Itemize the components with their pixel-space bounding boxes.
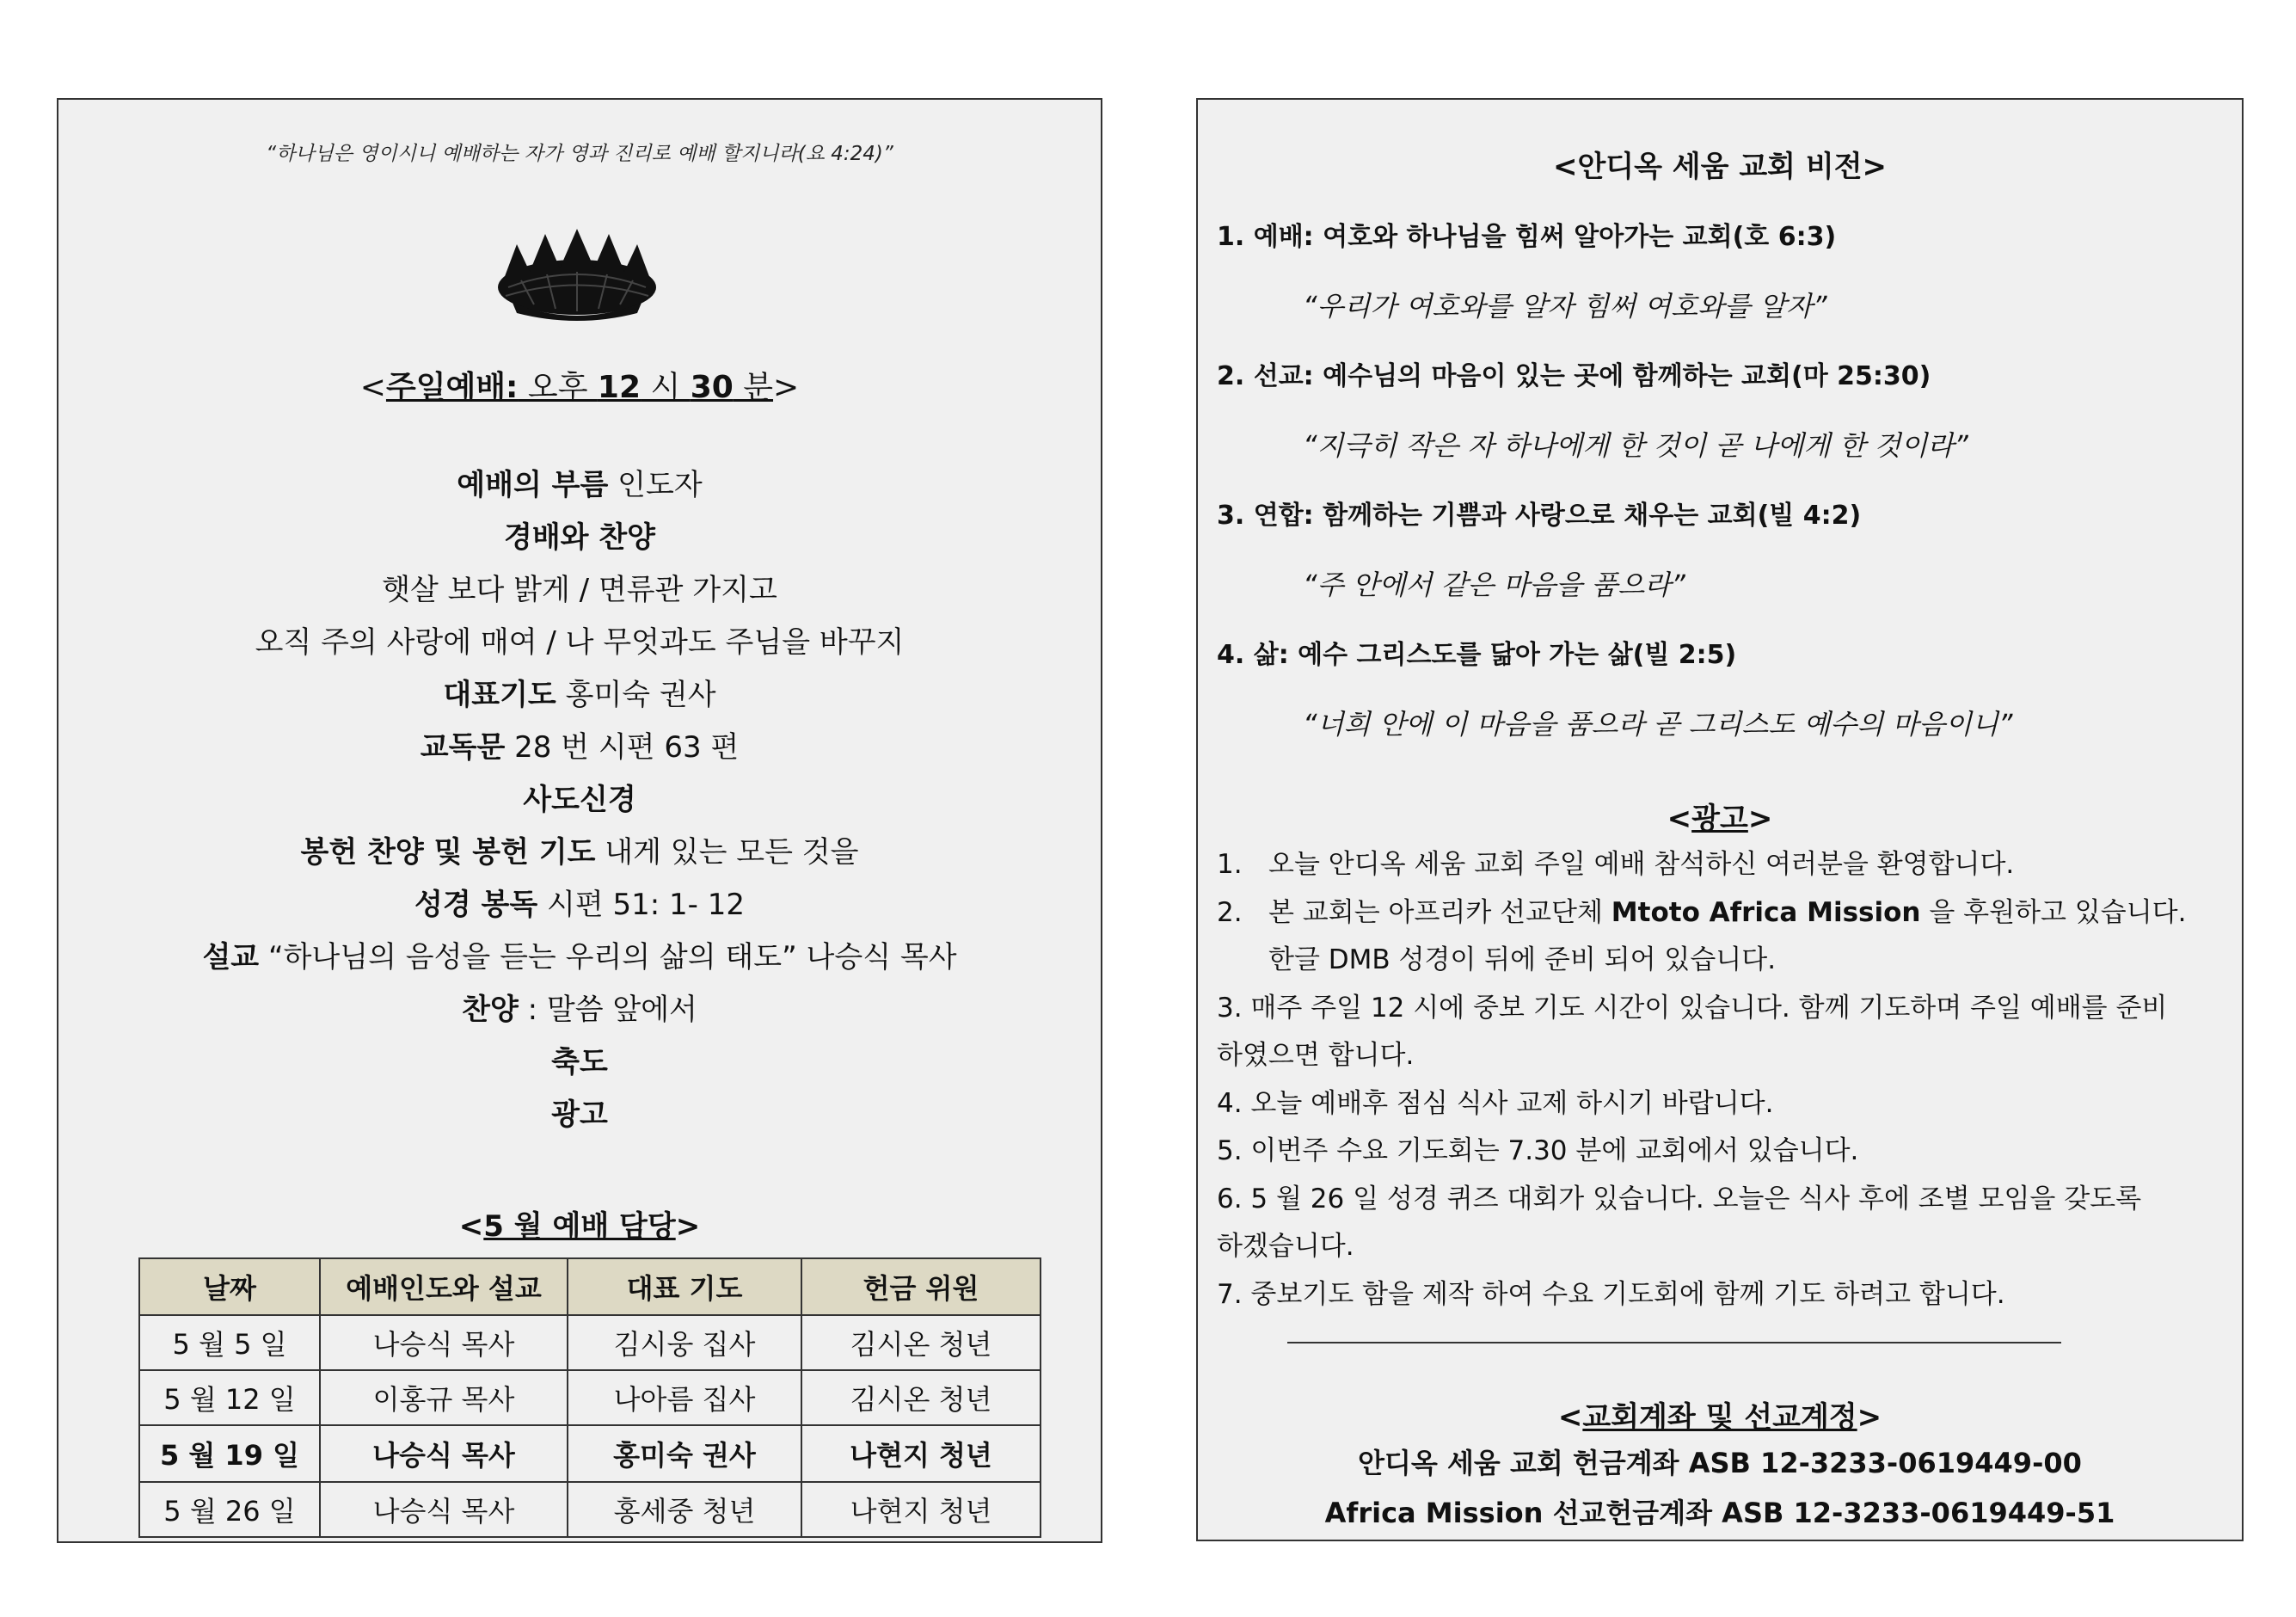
vision-announcements-panel bbox=[1196, 98, 2244, 1541]
table-cell: 이홍규 목사 bbox=[320, 1370, 568, 1425]
vision-item bbox=[1217, 499, 2225, 638]
announcement-item: 4. 오늘 예배후 점심 식사 교제 하시기 바랍니다. bbox=[1217, 1087, 1774, 1119]
offering-account: 안디옥 세움 교회 헌금계좌 ASB 12-3233-0619449-00 bbox=[1358, 1447, 2082, 1479]
crown-of-thorns-icon bbox=[495, 227, 659, 322]
table-cell: 홍미숙 권사 bbox=[568, 1425, 801, 1482]
vision-item bbox=[1217, 220, 2225, 360]
may-schedule-title: <5 월 예배 담당> bbox=[458, 1209, 701, 1244]
vision-item bbox=[1217, 638, 2225, 778]
announcement-item: 6. 5 월 26 일 성경 퀴즈 대회가 있습니다. 오늘은 식사 후에 조별 모임을 갖도록 bbox=[1217, 1183, 2142, 1214]
vision-quote: “지극히 작은 자 하나에게 한 것이 곧 나에게 한 것이라” bbox=[1303, 429, 1968, 462]
table-cell: 나아름 집사 bbox=[568, 1370, 801, 1425]
order-item: 설교 “하나님의 음성을 듣는 우리의 삶의 태도” 나승식 목사 bbox=[202, 940, 957, 975]
table-cell: 5 월 26 일 bbox=[139, 1482, 320, 1537]
announcements-list bbox=[1217, 841, 2223, 1319]
order-item: 오직 주의 사랑에 매여 / 나 무엇과도 주님을 바꾸지 bbox=[255, 625, 905, 660]
column-header: 헌금 위원 bbox=[801, 1258, 1041, 1315]
vision-quote: “주 안에서 같은 마음을 품으라” bbox=[1303, 569, 1685, 601]
may-schedule-table bbox=[138, 1257, 1041, 1538]
accounts-title: <교회계좌 및 선교계정> bbox=[1557, 1400, 1882, 1435]
announcement-item: 2. 본 교회는 아프리카 선교단체 Mtoto Africa Mission 을 후원하고 있습니다. bbox=[1217, 896, 2187, 928]
table-cell: 김시웅 집사 bbox=[568, 1315, 801, 1370]
vision-quote: “우리가 여호와를 알자 힘써 여호와를 알자” bbox=[1303, 290, 1827, 323]
column-header: 예배인도와 설교 bbox=[320, 1258, 568, 1315]
announcement-item: 5. 이번주 수요 기도회는 7.30 분에 교회에서 있습니다. bbox=[1217, 1135, 1859, 1166]
announcement-item: 1. 오늘 안디옥 세움 교회 주일 예배 참석하신 여러분을 환영합니다. bbox=[1217, 849, 2015, 880]
vision-heading: 2. 선교: 예수님의 마음이 있는 곳에 함께하는 교회(마 25:30) bbox=[1217, 361, 1931, 391]
order-item: 사도신경 bbox=[523, 783, 636, 817]
announcement-item: 7. 중보기도 함을 제작 하여 수요 기도회에 함께 기도 하려고 합니다. bbox=[1217, 1278, 2005, 1310]
order-item: 햇살 보다 밝게 / 면류관 가지고 bbox=[382, 573, 777, 607]
table-cell: 나승식 목사 bbox=[320, 1482, 568, 1537]
epigraph: “하나님은 영이시니 예배하는 자가 영과 진리로 예배 할지니라(요 4:24)” bbox=[266, 143, 893, 165]
vision-heading: 1. 예배: 여호와 하나님을 힘써 알아가는 교회(호 6:3) bbox=[1217, 222, 1837, 252]
table-header-row bbox=[139, 1258, 1041, 1315]
order-item: 경배와 찬양 bbox=[503, 520, 656, 555]
table-cell: 홍세중 청년 bbox=[568, 1482, 801, 1537]
order-item: 광고 bbox=[551, 1097, 608, 1132]
table-cell: 김시온 청년 bbox=[801, 1315, 1041, 1370]
column-header: 날짜 bbox=[139, 1258, 320, 1315]
announcement-item-continuation: 한글 DMB 성경이 뒤에 준비 되어 있습니다. bbox=[1268, 944, 1777, 975]
worship-order-list bbox=[58, 459, 1101, 1141]
vision-list bbox=[1217, 220, 2225, 778]
table-row bbox=[139, 1315, 1041, 1370]
table-row bbox=[139, 1482, 1041, 1537]
order-item: 대표기도 홍미숙 권사 bbox=[443, 678, 716, 712]
order-item: 예배의 부름 인도자 bbox=[457, 468, 703, 502]
order-item: 봉헌 찬양 및 봉헌 기도 내게 있는 모든 것을 bbox=[300, 835, 859, 870]
table-cell: 나승식 목사 bbox=[320, 1315, 568, 1370]
table-cell: 5 월 5 일 bbox=[139, 1315, 320, 1370]
table-cell: 나승식 목사 bbox=[320, 1425, 568, 1482]
table-cell: 5 월 19 일 bbox=[139, 1425, 320, 1482]
announcement-item: 3. 매주 주일 12 시에 중보 기도 시간이 있습니다. 함께 기도하며 주일 예배를 준비 bbox=[1217, 992, 2168, 1024]
vision-quote: “너희 안에 이 마음을 품으라 곧 그리스도 예수의 마음이니” bbox=[1303, 708, 2013, 741]
table-cell: 5 월 12 일 bbox=[139, 1370, 320, 1425]
order-item: 찬양 : 말씀 앞에서 bbox=[462, 993, 697, 1027]
table-row-highlighted bbox=[139, 1425, 1041, 1482]
announcement-item-continuation: 하겠습니다. bbox=[1217, 1231, 1354, 1262]
vision-heading: 4. 삶: 예수 그리스도를 닮아 가는 삶(빌 2:5) bbox=[1217, 640, 1737, 670]
table-cell: 나현지 청년 bbox=[801, 1425, 1041, 1482]
mission-account: Africa Mission 선교헌금계좌 ASB 12-3233-0619449-51 bbox=[1324, 1497, 2115, 1529]
worship-order-panel bbox=[57, 98, 1102, 1543]
announcements-title: <광고> bbox=[1667, 802, 1773, 836]
order-item: 성경 봉독 시편 51: 1- 12 bbox=[414, 888, 746, 922]
table-cell: 김시온 청년 bbox=[801, 1370, 1041, 1425]
order-item: 축도 bbox=[551, 1045, 608, 1079]
vision-item bbox=[1217, 360, 2225, 499]
table-cell: 나현지 청년 bbox=[801, 1482, 1041, 1537]
service-time-title: <주일예배: 오후 12 시 30 분> bbox=[359, 370, 800, 405]
order-item: 교독문 28 번 시편 63 편 bbox=[420, 730, 740, 765]
vision-heading: 3. 연합: 함께하는 기쁨과 사랑으로 채우는 교회(빌 4:2) bbox=[1217, 501, 1862, 531]
table-row bbox=[139, 1370, 1041, 1425]
section-divider bbox=[1287, 1342, 2061, 1343]
announcement-item-continuation: 하였으면 합니다. bbox=[1217, 1040, 1415, 1071]
vision-title: <안디옥 세움 교회 비전> bbox=[1552, 150, 1888, 184]
column-header: 대표 기도 bbox=[568, 1258, 801, 1315]
